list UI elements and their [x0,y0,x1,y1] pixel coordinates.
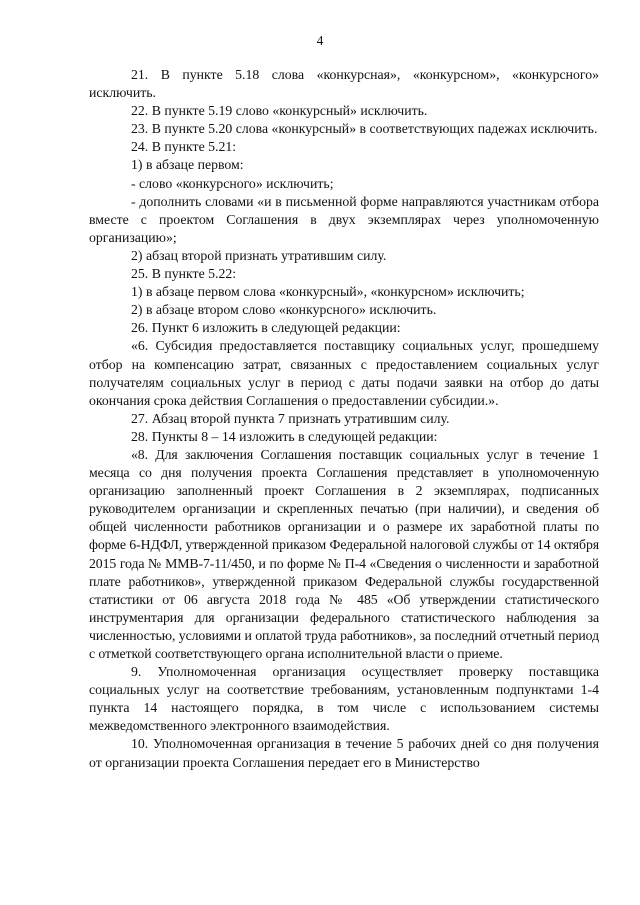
paragraph-24-1-b: - дополнить словами «и в письменной форме направляются участникам отбора вместе с проектом Соглашения в двух экземплярах через уполномоченную организацию»; [89,193,599,245]
page-number: 4 [316,33,324,48]
document-body [89,66,599,772]
paragraph-24-2: 2) абзац второй признать утратившим силу. [131,247,387,263]
paragraph-24: 24. В пункте 5.21: [131,139,237,155]
paragraph-24-1-a: - слово «конкурсного» исключить; [131,175,334,191]
paragraph-24-1: 1) в абзаце первом: [131,157,244,173]
paragraph-10-new: 10. Уполномоченная организация в течение 5 рабочих дней со дня получения от организации проекта Соглашения передает его в Министерство [89,736,599,770]
paragraph-9-new: 9. Уполномоченная организация осуществляет проверку поставщика социальных услуг на соответствие требованиям, установленным подпунктами 1-4 пункта 14 настоящего порядка, в том числе с использованием системы межведомственного электронного взаимодействия. [89,664,599,734]
paragraph-28: 28. Пункты 8 – 14 изложить в следующей редакции: [131,428,438,444]
paragraph-25-1: 1) в абзаце первом слова «конкурсный», «конкурсном» исключить; [131,284,525,300]
paragraph-23: 23. В пункте 5.20 слова «конкурсный» в соответствующих падежах исключить. [131,121,598,137]
paragraph-22: 22. В пункте 5.19 слово «конкурсный» исключить. [131,103,428,119]
paragraph-21: 21. В пункте 5.18 слова «конкурсная», «конкурсном», «конкурсного» исключить. [89,67,599,101]
paragraph-26: 26. Пункт 6 изложить в следующей редакции: [131,320,401,336]
paragraph-6-new: «6. Субсидия предоставляется поставщику социальных услуг, прошедшему отбор на компенсацию затрат, связанных с предоставлением социальных услуг получателям социальных услуг в период с даты подачи заявки на отбор до даты окончания срока действия Соглашения о предоставлении субсидии.». [89,338,599,408]
paragraph-25: 25. В пункте 5.22: [131,266,237,282]
paragraph-25-2: 2) в абзаце втором слово «конкурсного» исключить. [131,302,437,318]
paragraph-27: 27. Абзац второй пункта 7 признать утратившим силу. [131,410,450,426]
paragraph-8-new: «8. Для заключения Соглашения поставщик социальных услуг в течение 1 месяца со дня получения проекта Соглашения представляет в уполномоченную организацию заполненный проект Соглашения в 2 экземплярах, подписанных руководителем организации и скрепленных печатью (при наличии), и сведения об общей численности работников организации и о размере их заработной платы по форме 6-НДФЛ, утвержденной приказом Федеральной налоговой службы от 14 октября 2015 года № ММВ-7-11/450, и по форме № П-4 «Сведения о численности и заработной плате работников», утвержденной приказом Федеральной службы государственной статистики от 06 августа 2018 года № 485 «Об утверждении статистического инструментария для организации федерального статистического наблюдения за численностью, условиями и оплатой труда работников», за последний отчетный период с отметкой соответствующего органа исполнительной власти о приеме. [89,446,599,661]
